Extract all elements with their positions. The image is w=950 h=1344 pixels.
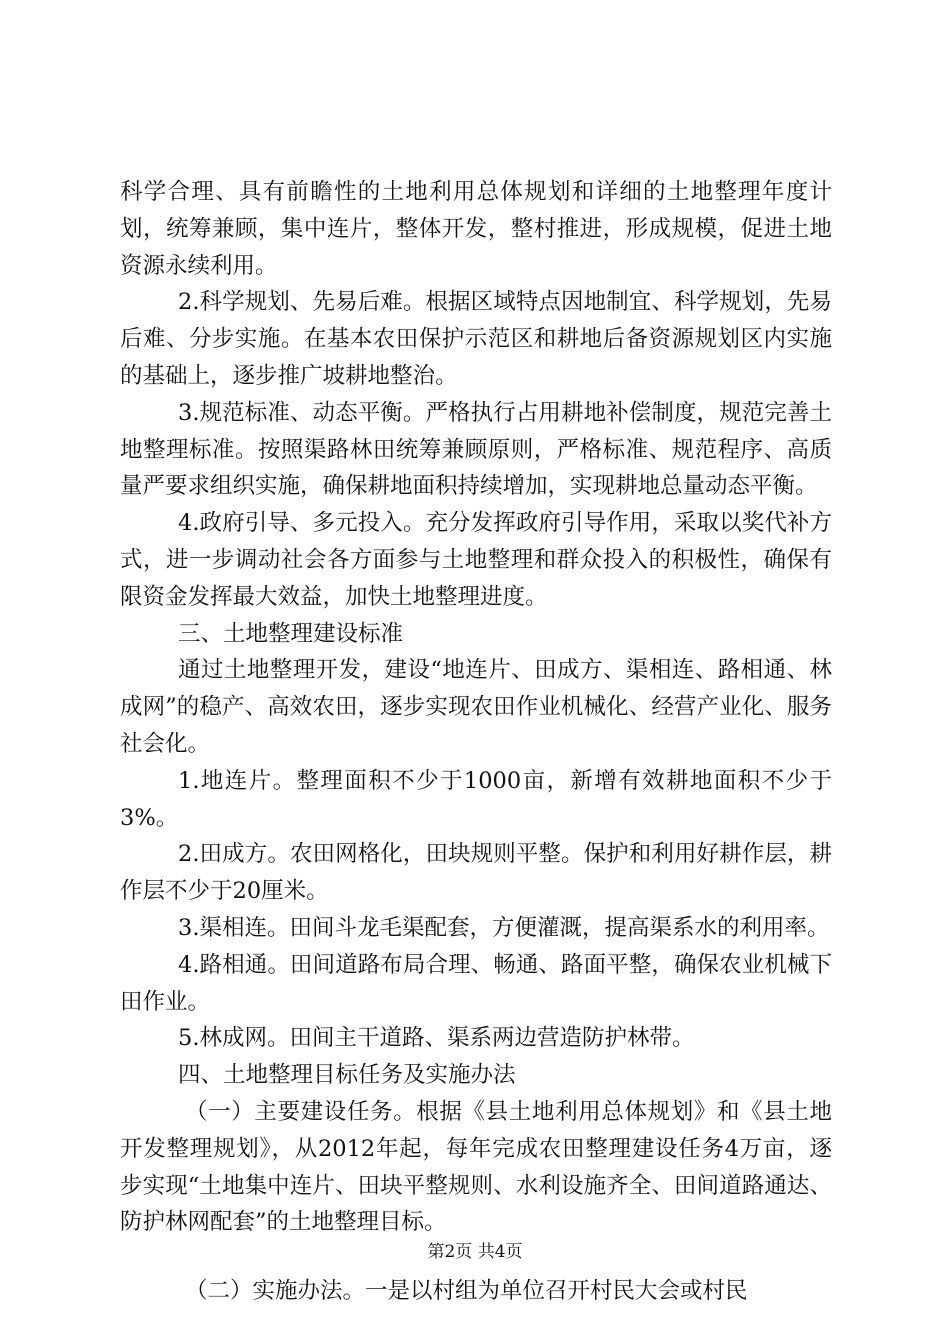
- paragraph-intro-continued: 科学合理、具有前瞻性的土地利用总体规划和详细的土地整理年度计划，统筹兼顾，集中连片，整体开发，整村推进，形成规模，促进土地资源永续利用。: [120, 179, 832, 279]
- section-heading-3: 三、土地整理建设标准: [178, 620, 404, 647]
- paragraph-standard-4: 4.路相通。田间道路布局合理、畅通、路面平整，确保农业机械下田作业。: [120, 951, 832, 1015]
- paragraph-principle-2: 2.科学规划、先易后难。根据区域特点因地制宜、科学规划，先易后难、分步实施。在基本农田保护示范区和耕地后备资源规划区内实施的基础上，逐步推广坡耕地整治。: [120, 289, 832, 389]
- paragraph-standard-5: 5.林成网。田间主干道路、渠系两边营造防护林带。: [178, 1025, 695, 1052]
- page-number: 第2页 共4页: [427, 1242, 523, 1262]
- paragraph-standard-2: 2.田成方。农田网格化，田块规则平整。保护和利用好耕作层，耕作层不少于20厘米。: [120, 841, 832, 905]
- paragraph-standard-3: 3.渠相连。田间斗龙毛渠配套，方便灌溉，提高渠系水的利用率。: [178, 914, 830, 941]
- paragraph-task-2: （二）实施办法。一是以村组为单位召开村民大会或村民: [185, 1278, 748, 1305]
- section-heading-4: 四、土地整理目标任务及实施办法: [178, 1062, 516, 1089]
- paragraph-task-1: （一）主要建设任务。根据《县土地利用总体规划》和《县土地开发整理规划》，从2012年起，每年完成农田整理建设任务4万亩，逐步实现“土地集中连片、田块平整规则、水利设施齐全、田间道路通达、防护林网配套”的土地整理目标。: [120, 1098, 832, 1236]
- paragraph-standard-1: 1.地连片。整理面积不少于1000亩，新增有效耕地面积不少于3%。: [120, 767, 832, 831]
- paragraph-principle-3: 3.规范标准、动态平衡。严格执行占用耕地补偿制度，规范完善土地整理标准。按照渠路林田统筹兼顾原则，严格标准、规范程序、高质量严要求组织实施，确保耕地面积持续增加，实现耕地总量动态平衡。: [120, 399, 832, 500]
- body-text: [120, 174, 832, 1310]
- paragraph-standard-intro: 通过土地整理开发，建设“地连片、田成方、渠相连、路相通、林成网”的稳产、高效农田，逐步实现农田作业机械化、经营产业化、服务社会化。: [120, 657, 832, 757]
- paragraph-principle-4: 4.政府引导、多元投入。充分发挥政府引导作用，采取以奖代补方式，进一步调动社会各方面参与土地整理和群众投入的积极性，确保有限资金发挥最大效益，加快土地整理进度。: [120, 510, 832, 610]
